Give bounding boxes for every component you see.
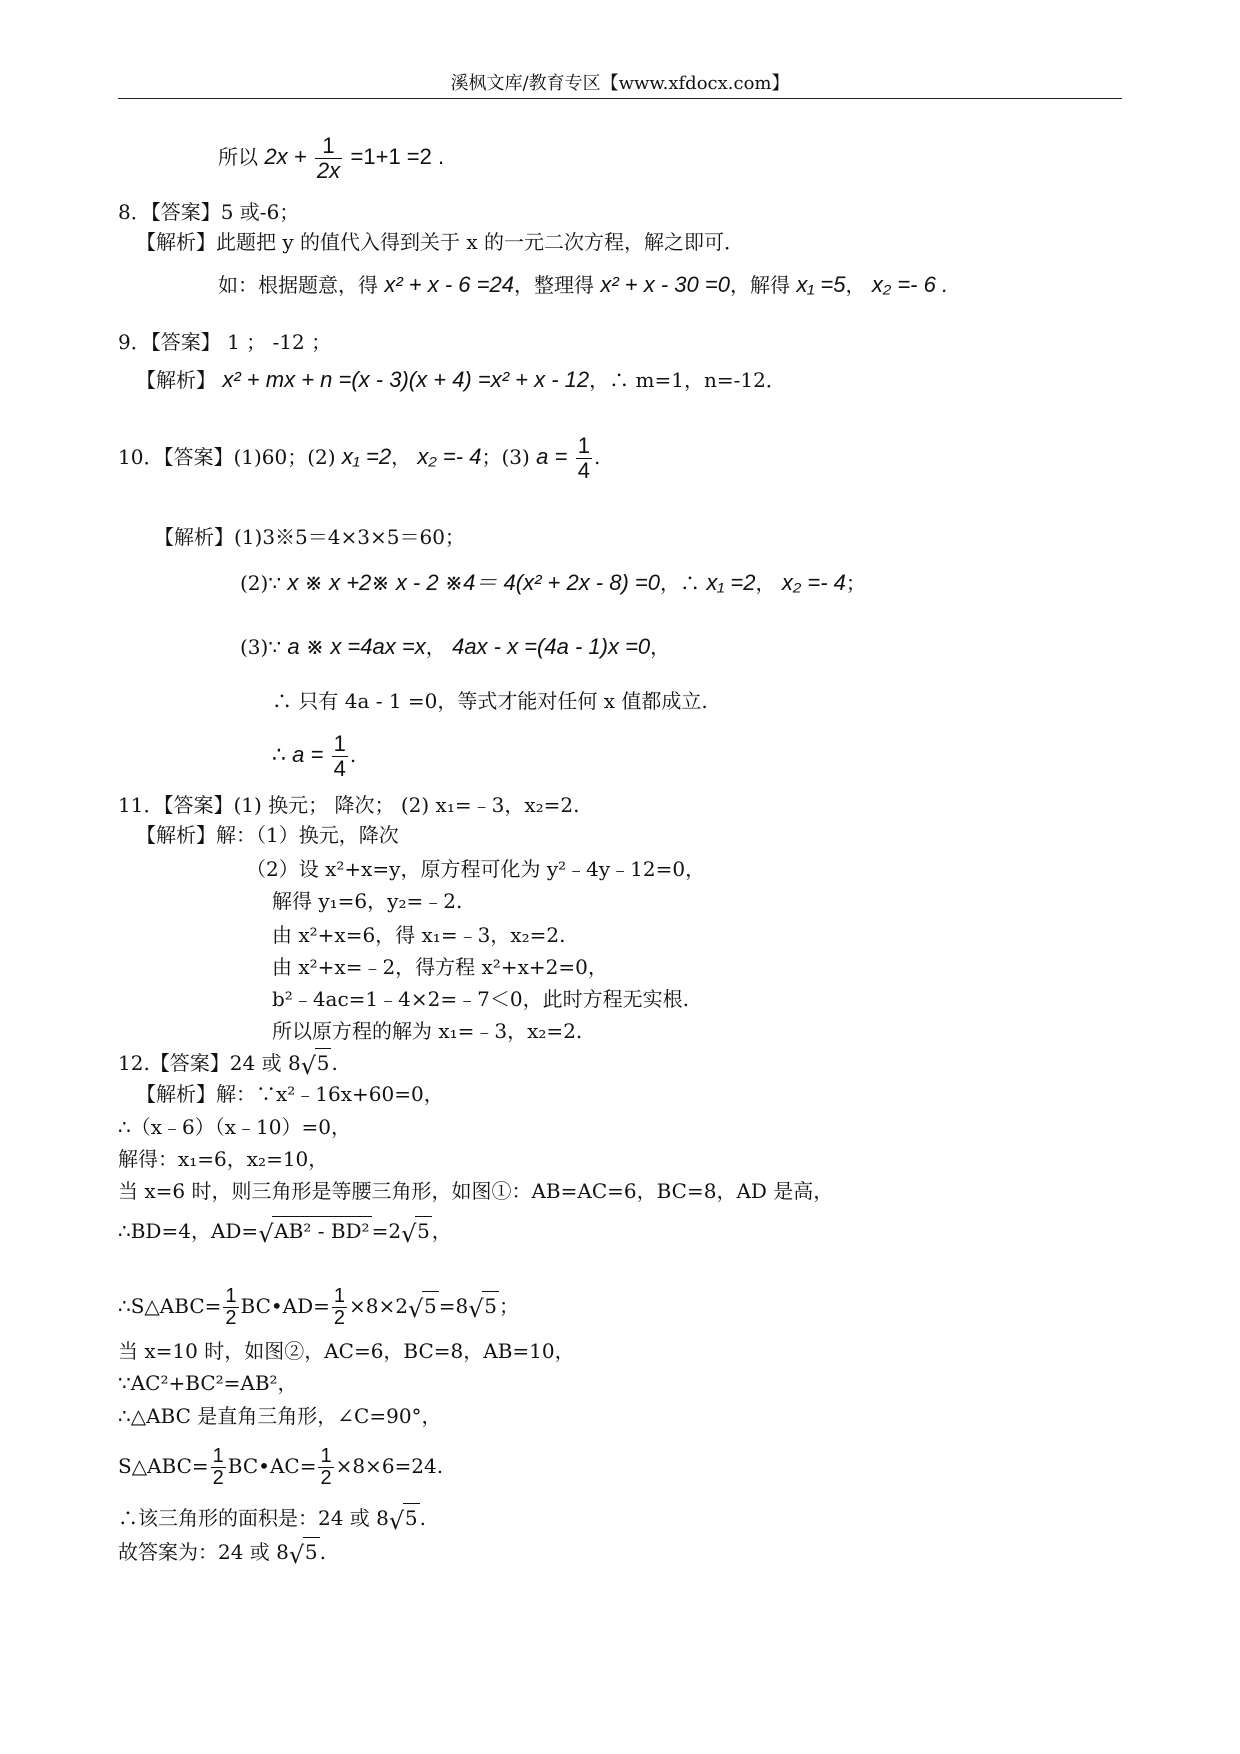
q10-part1: 【解析】(1)3※5＝4×3×5＝60；: [154, 525, 465, 549]
q12-answer: [118, 1048, 338, 1076]
text: .: [319, 1540, 326, 1564]
q10-answer: [118, 434, 600, 483]
text: BC•AC=: [227, 1454, 317, 1478]
q12-step3: 当 x=6 时，则三角形是等腰三角形，如图①：AB=AC=6，BC=8，AD 是高，: [118, 1179, 834, 1203]
q10-part5: [272, 732, 356, 781]
q10-part4: ∴ 只有 4a - 1 =0，等式才能对任何 x 值都成立.: [272, 689, 708, 713]
math: x² + x - 30 =0: [600, 272, 730, 297]
text: ∴该三角形的面积是：24 或 8: [118, 1506, 389, 1530]
text: ，∴ m=1，n=-12．: [589, 368, 786, 392]
q12-step10: [118, 1503, 426, 1531]
fraction: $\frac{1}{2}$: [212, 1445, 224, 1489]
text: (3)∵: [240, 635, 282, 659]
q8-solution: [218, 272, 948, 298]
q11-step1: （2）设 x²+x=y，原方程可化为 y²﹣4y﹣12=0，: [246, 857, 706, 881]
q11-answer: 11．【答案】(1) 换元； 降次； (2) x₁=﹣3，x₂=2.: [118, 793, 580, 817]
text: ；: [845, 571, 866, 595]
q8-answer: 8．【答案】5 或-6；: [118, 200, 300, 224]
line-conclusion: [218, 134, 444, 183]
math: x₁ =2: [341, 444, 392, 469]
text: ×8×2: [349, 1294, 409, 1318]
text: .: [593, 445, 601, 469]
text: ，: [391, 445, 412, 469]
text: 所以: [218, 145, 258, 169]
text: ，: [425, 635, 446, 659]
text: 【解析】: [136, 368, 216, 392]
math: ∴ a =: [272, 742, 324, 767]
sqrt: √ AB² - BD²: [258, 1216, 371, 1244]
math: =1+1 =2 .: [350, 144, 445, 169]
fraction: $\frac{1}{2}$: [333, 1285, 346, 1329]
text: 故答案为：24 或 8: [118, 1540, 289, 1564]
text: ，整理得: [513, 273, 594, 297]
math: 2x +: [264, 144, 307, 169]
q12-step2: 解得：x₁=6，x₂=10，: [118, 1147, 329, 1171]
text: 如：根据题意，得: [218, 273, 378, 297]
sqrt: √ 5: [389, 1503, 420, 1531]
math: x₁ =2: [706, 570, 756, 595]
q11-step4: 由 x²+x=﹣2，得方程 x²+x+2=0，: [272, 955, 608, 979]
text: ∴BD=4，AD=: [118, 1219, 259, 1243]
text: 10．【答案】(1)60；(2): [118, 445, 336, 469]
q12-step5: [118, 1286, 519, 1329]
math: x₂ =- 6 .: [871, 272, 949, 297]
page-header: 溪枫文库/教育专区【www.xfdocx.com】: [118, 70, 1122, 99]
q8-analysis: 【解析】此题把 y 的值代入得到关于 x 的一元二次方程，解之即可．: [136, 230, 745, 254]
fraction: $\frac{1}{2}$: [320, 1445, 332, 1489]
q9-analysis: [136, 367, 786, 393]
q12-step8: ∴△ABC 是直角三角形，∠C=90°，: [118, 1404, 442, 1428]
sqrt: √ 5: [401, 1216, 432, 1244]
q12-step9: [118, 1446, 443, 1489]
text: .: [419, 1506, 426, 1530]
fraction: $\frac{1}{2x}$: [316, 133, 341, 183]
text: ；: [498, 1294, 519, 1318]
sqrt: √ 5: [468, 1291, 499, 1319]
text: ∴S△ABC=: [118, 1294, 222, 1318]
sqrt: √ 5: [408, 1291, 439, 1319]
fraction: $\frac{1}{4}$: [333, 731, 346, 781]
q12-step6: 当 x=10 时，如图②，AC=6，BC=8，AB=10，: [118, 1339, 575, 1363]
text: (2)∵: [240, 571, 282, 595]
sqrt: √ 5: [289, 1537, 320, 1565]
text: =8: [438, 1294, 469, 1318]
q11-step5: b²﹣4ac=1﹣4×2=﹣7＜0，此时方程无实根.: [272, 987, 689, 1011]
fraction: $\frac{1}{4}$: [577, 433, 590, 483]
q12-step7: ∵AC²+BC²=AB²，: [118, 1371, 298, 1395]
text: ，: [755, 571, 776, 595]
text: ×8×6=24.: [335, 1454, 444, 1478]
text: S△ABC=: [118, 1454, 209, 1478]
q11-step2: 解得 y₁=6，y₂=﹣2.: [272, 889, 463, 913]
text: 12.【答案】24 或 8: [118, 1051, 301, 1075]
text: ；(3): [481, 445, 530, 469]
text: ，: [650, 635, 671, 659]
math: x₂ =- 4: [417, 444, 482, 469]
math: 4ax - x =(4a - 1)x =0: [452, 634, 651, 659]
text: BC•AD=: [240, 1294, 330, 1318]
text: ，解得: [729, 273, 790, 297]
math: a =: [536, 444, 568, 469]
q11-analysis: 【解析】解：（1）换元，降次: [136, 823, 399, 847]
q12-step4: [118, 1216, 452, 1244]
q11-step3: 由 x²+x=6，得 x₁=﹣3，x₂=2.: [272, 923, 566, 947]
q10-part3: [240, 634, 670, 660]
text: ，: [431, 1219, 452, 1243]
text: ，∴: [660, 571, 701, 595]
text: =2: [371, 1219, 402, 1243]
text: .: [331, 1051, 338, 1075]
q11-step6: 所以原方程的解为 x₁=﹣3，x₂=2.: [272, 1019, 583, 1043]
fraction: $\frac{1}{2}$: [225, 1285, 237, 1329]
math: x ※ x +2※ x - 2 ※4＝ 4(x² + 2x - 8) =0: [287, 570, 661, 595]
text: .: [349, 743, 357, 767]
math: a ※ x =4ax =x: [287, 634, 426, 659]
math: x₁ =5: [796, 272, 846, 297]
q12-final: [118, 1537, 326, 1565]
q12-step1: ∴（x﹣6）（x﹣10）=0，: [118, 1115, 351, 1139]
q10-part2: [240, 570, 866, 596]
math: x₂ =- 4: [781, 570, 846, 595]
math: x² + x - 6 =24: [384, 272, 514, 297]
sqrt: √ 5: [301, 1048, 332, 1076]
q12-analysis: 【解析】解：∵x²﹣16x+60=0，: [136, 1082, 444, 1106]
q9-answer: 9．【答案】 1 ； -12 ；: [118, 330, 332, 354]
math: x² + mx + n =(x - 3)(x + 4) =x² + x - 12: [222, 367, 590, 392]
text: ，: [845, 273, 866, 297]
